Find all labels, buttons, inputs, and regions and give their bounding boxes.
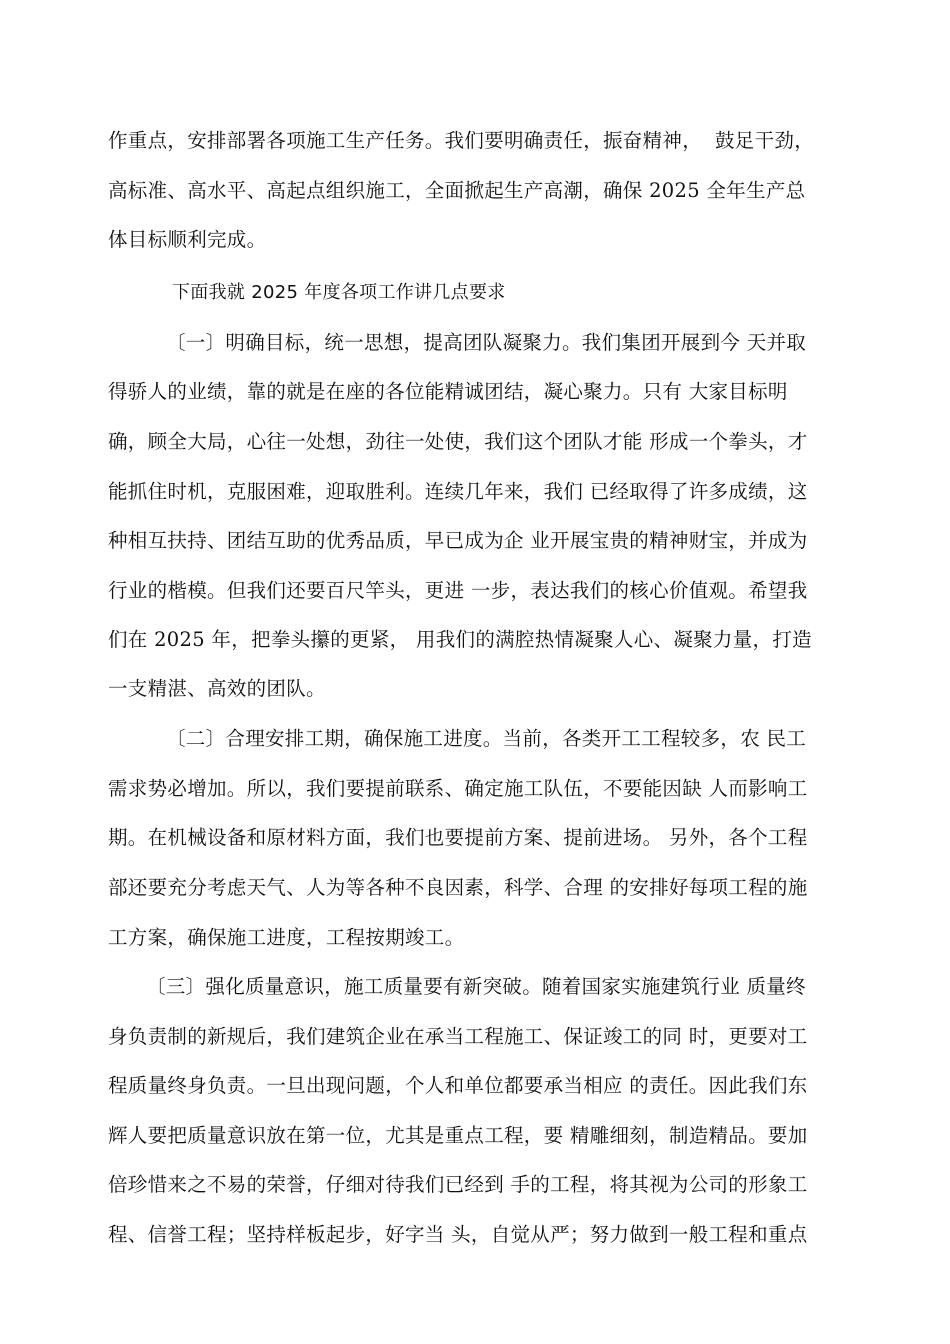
- text-line: 需求势必增加。所以，我们要提前联系、确定施工队伍，不要能因缺 人而影响工: [108, 777, 808, 800]
- text-line: 期。在机械设备和原材料方面，我们也要提前方案、提前进场。 另外，各个工程: [108, 826, 808, 849]
- text-line: 高标准、高水平、高起点组织施工，全面掀起生产高潮，确保 2025 全年生产总: [108, 179, 806, 202]
- text-line: 程、信誉工程；坚持样板起步，好字当 头，自觉从严；努力做到一般工程和重点: [108, 1223, 808, 1246]
- text-line: 得骄人的业绩，靠的就是在座的各位能精诚团结，凝心聚力。只有 大家目标明: [108, 380, 788, 403]
- text-line: 〔二〕合理安排工期，确保施工进度。当前，各类开工工程较多，农 民工: [166, 727, 807, 750]
- text-line: 程质量终身负责。一旦出现问题，个人和单位都要承当相应 的责任。因此我们东: [108, 1074, 808, 1097]
- text-line: 工方案，确保施工进度，工程按期竣工。: [108, 926, 465, 949]
- text-line: 体目标顺利完成。: [108, 228, 267, 251]
- text-line: 辉人要把质量意识放在第一位，尤其是重点工程，要 精雕细刻，制造精品。要加: [108, 1124, 808, 1147]
- text-line: 能抓住时机，克服困难，迎取胜利。连续几年来，我们 已经取得了许多成绩，这: [108, 480, 808, 503]
- text-line: 种相互扶持、团结互助的优秀品质，早已成为企 业开展宝贵的精神财宝，并成为: [108, 529, 808, 552]
- text-line: 们在 2025 年，把拳头攥的更紧， 用我们的满腔热情凝聚人心、凝聚力量，打造: [108, 628, 812, 651]
- text-line: 部还要充分考虑天气、人为等各种不良因素，科学、合理 的安排好每项工程的施: [108, 876, 808, 899]
- text-line: 确，顾全大局，心往一处想，劲往一处使，我们这个团队才能 形成一个拳头，才: [108, 430, 808, 453]
- text-line: 〔一〕明确目标，统一思想，提高团队凝聚力。我们集团开展到今 天并取: [166, 331, 807, 354]
- text-line: 身负责制的新规后，我们建筑企业在承当工程施工、保证竣工的同 时，更要对工: [108, 1025, 808, 1048]
- text-line: 倍珍惜来之不易的荣誉，仔细对待我们已经到 手的工程，将其视为公司的形象工: [108, 1173, 808, 1196]
- text-line: 一支精湛、高效的团队。: [108, 677, 326, 700]
- text-line: 〔三〕强化质量意识，施工质量要有新突破。随着国家实施建筑行业 质量终: [146, 975, 806, 998]
- text-line: 下面我就 2025 年度各项工作讲几点要求: [172, 282, 506, 303]
- text-line: 行业的楷模。但我们还要百尺竿头，更进 一步，表达我们的核心价值观。希望我: [108, 579, 808, 602]
- text-line: 作重点，安排部署各项施工生产任务。我们要明确责任，振奋精神， 鼓足干劲，: [108, 129, 814, 152]
